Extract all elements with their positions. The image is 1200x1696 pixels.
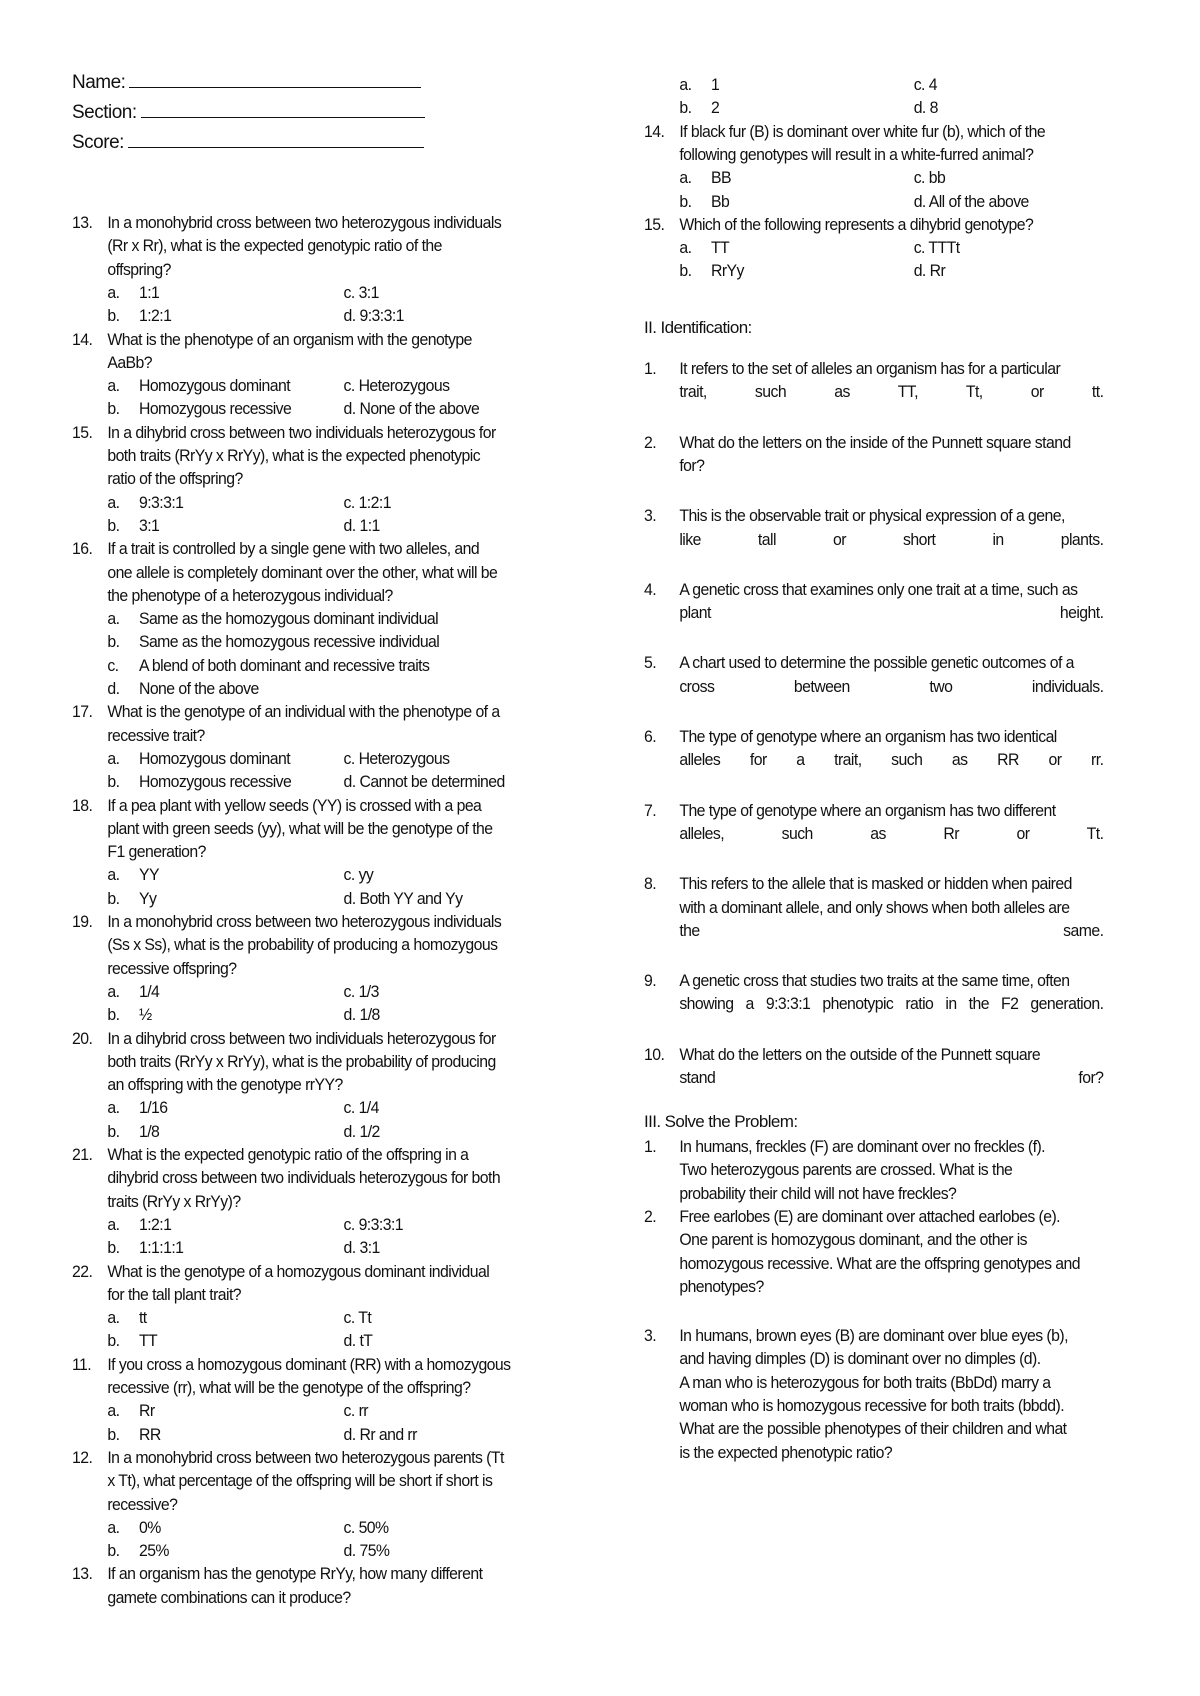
option-text: Homozygous recessive: [138, 772, 292, 792]
problem-text: phenotypes?: [679, 1276, 764, 1296]
item-number: 9.: [644, 971, 657, 991]
problems-title: III. Solve the Problem:: [644, 1112, 798, 1131]
question-number: 14.: [72, 329, 93, 349]
question-text: both traits (RrYy x RrYy), what is the probability of producing: [107, 1051, 496, 1071]
question-text: AaBb?: [107, 352, 153, 372]
option-right: c. 9:3:3:1: [343, 1214, 404, 1234]
option-text: TT: [710, 238, 730, 258]
option-right: d. 9:3:3:1: [343, 306, 404, 326]
question-number: 17.: [72, 702, 93, 722]
option-letter: a.: [107, 1098, 120, 1118]
item-text: stand for?: [679, 1068, 1104, 1087]
score-blank[interactable]: [128, 133, 424, 148]
score-label: Score:: [72, 132, 124, 153]
question-text: If black fur (B) is dominant over white fur (b), which of the: [679, 121, 1046, 141]
item-text: for?: [679, 455, 705, 475]
name-blank[interactable]: [129, 73, 421, 88]
item-text: The type of genotype where an organism has two identical: [679, 727, 1057, 746]
option-letter: b.: [107, 399, 120, 419]
item-number: 1.: [644, 359, 657, 378]
option-letter: a.: [107, 981, 120, 1001]
option-right: c. 1/4: [343, 1098, 379, 1118]
question-text: ratio of the offspring?: [107, 469, 243, 489]
question-text: In a dihybrid cross between two individuals heterozygous for: [107, 422, 496, 442]
option-letter: a.: [679, 238, 692, 258]
option-right: d. tT: [343, 1331, 373, 1351]
option-letter: c.: [107, 655, 119, 675]
question-text: (Rr x Rr), what is the expected genotypic ratio of the: [107, 236, 442, 256]
option-text: 1/16: [138, 1098, 168, 1118]
option-text: BB: [710, 168, 731, 188]
option-letter: a.: [107, 865, 120, 885]
option-letter: b.: [107, 632, 120, 652]
option-text: 1: [710, 75, 720, 94]
problem-number: 3.: [644, 1326, 657, 1346]
option-letter: b.: [679, 261, 692, 281]
item-number: 4.: [644, 579, 657, 599]
question-text: What is the expected genotypic ratio of the offspring in a: [107, 1145, 469, 1164]
question-text: If a trait is controlled by a single gene with two alleles, and: [107, 539, 480, 559]
problem-number: 2.: [644, 1206, 657, 1226]
option-letter: a.: [679, 168, 692, 188]
question-number: 22.: [72, 1261, 93, 1281]
option-right: d. 8: [913, 98, 938, 118]
option-letter: b.: [107, 515, 120, 535]
item-text: cross between two individuals.: [679, 676, 1104, 696]
section-blank[interactable]: [141, 103, 425, 118]
problem-text: Free earlobes (E) are dominant over attached earlobes (e).: [679, 1206, 1061, 1226]
question-number: 15.: [644, 214, 665, 234]
item-text: alleles for a trait, such as RR or rr.: [679, 750, 1104, 770]
question-text: In a dihybrid cross between two individuals heterozygous for: [107, 1028, 496, 1048]
question-text: What is the genotype of an individual with the phenotype of a: [107, 702, 500, 722]
section-field[interactable]: [72, 102, 425, 124]
problem-text: A man who is heterozygous for both traits (BbDd) marry a: [679, 1372, 1051, 1392]
question-text: What is the phenotype of an organism with the genotype: [107, 329, 472, 349]
option-text: None of the above: [138, 679, 259, 698]
score-field[interactable]: [72, 132, 424, 154]
question-text: If an organism has the genotype RrYy, how many different: [107, 1564, 483, 1584]
option-right: c. bb: [913, 168, 946, 188]
option-letter: b.: [107, 1331, 120, 1351]
item-text: This is the observable trait or physical expression of a gene,: [679, 506, 1065, 526]
option-right: c. TTTt: [913, 238, 960, 258]
name-field[interactable]: [72, 72, 421, 94]
option-text: Homozygous recessive: [138, 399, 292, 419]
option-letter: a.: [107, 1517, 120, 1537]
name-label: Name:: [72, 72, 126, 93]
question-text: recessive?: [107, 1494, 178, 1514]
question-text: for the tall plant trait?: [107, 1284, 242, 1304]
question-text: In a monohybrid cross between two heterozygous parents (Tt: [107, 1447, 504, 1467]
item-number: 7.: [644, 800, 657, 820]
problem-text: One parent is homozygous dominant, and the other is: [679, 1230, 1028, 1250]
option-text: 1/8: [138, 1121, 160, 1141]
item-number: 10.: [644, 1044, 665, 1064]
option-letter: b.: [107, 306, 120, 326]
option-text: RrYy: [710, 261, 744, 281]
question-text: If a pea plant with yellow seeds (YY) is crossed with a pea: [107, 795, 482, 815]
question-number: 20.: [72, 1028, 93, 1048]
question-text: F1 generation?: [107, 842, 206, 862]
question-number: 18.: [72, 795, 93, 815]
option-text: 25%: [138, 1541, 169, 1561]
question-number: 11.: [72, 1354, 92, 1374]
question-number: 13.: [72, 1564, 93, 1584]
item-text: with a dominant allele, and only shows when both alleles are: [679, 897, 1070, 917]
item-text: plant height.: [679, 603, 1104, 623]
option-letter: a.: [107, 282, 120, 302]
item-number: 6.: [644, 727, 657, 746]
item-text: What do the letters on the outside of the Punnett square: [679, 1044, 1041, 1064]
option-right: c. 3:1: [343, 282, 379, 302]
option-letter: b.: [107, 1424, 120, 1444]
item-number: 8.: [644, 874, 657, 894]
problem-text: woman who is homozygous recessive for both traits (bbdd).: [679, 1396, 1065, 1415]
option-text: Yy: [138, 888, 157, 908]
problem-text: In humans, brown eyes (B) are dominant over blue eyes (b),: [679, 1326, 1068, 1346]
option-right: c. Heterozygous: [343, 748, 450, 768]
option-right: c. Heterozygous: [343, 376, 450, 396]
option-text: TT: [138, 1331, 158, 1351]
question-text: If you cross a homozygous dominant (RR) with a homozygous: [107, 1354, 511, 1374]
option-text: 9:3:3:1: [138, 492, 184, 512]
option-right: d. Cannot be determined: [343, 772, 505, 792]
problem-text: and having dimples (D) is dominant over no dimples (d).: [679, 1349, 1041, 1369]
option-text: Same as the homozygous recessive individual: [138, 632, 440, 652]
option-right: c. 1/3: [343, 981, 379, 1001]
question-number: 12.: [72, 1447, 93, 1467]
option-text: A blend of both dominant and recessive traits: [138, 655, 430, 675]
option-text: 1:1:1:1: [138, 1238, 184, 1258]
question-text: recessive (rr), what will be the genotype of the offspring?: [107, 1378, 471, 1397]
question-text: What is the genotype of a homozygous dominant individual: [107, 1261, 490, 1281]
question-text: an offspring with the genotype rrYY?: [107, 1075, 343, 1095]
question-number: 13.: [72, 213, 93, 232]
item-number: 3.: [644, 506, 657, 526]
option-text: Homozygous dominant: [138, 376, 291, 396]
option-right: c. Tt: [343, 1308, 372, 1328]
option-right: d. 1/2: [343, 1121, 380, 1141]
option-letter: a.: [107, 376, 120, 396]
option-letter: d.: [107, 679, 120, 698]
question-number: 14.: [644, 121, 665, 141]
question-text: plant with green seeds (yy), what will be the genotype of the: [107, 818, 493, 838]
item-text: like tall or short in plants.: [679, 529, 1104, 549]
option-text: Rr: [138, 1401, 155, 1421]
question-text: Which of the following represents a dihybrid genotype?: [679, 214, 1034, 234]
item-number: 5.: [644, 653, 657, 673]
question-text: recessive trait?: [107, 725, 205, 745]
option-text: tt: [138, 1308, 147, 1328]
option-right: d. 3:1: [343, 1238, 380, 1258]
problem-number: 1.: [644, 1137, 657, 1156]
item-text: the same.: [679, 920, 1104, 940]
option-text: ½: [138, 1005, 152, 1025]
item-text: showing a 9:3:3:1 phenotypic ratio in the F2 generation.: [679, 994, 1104, 1014]
question-number: 21.: [72, 1145, 93, 1164]
option-letter: a.: [107, 1401, 120, 1421]
question-text: traits (RrYy x RrYy)?: [107, 1191, 241, 1211]
question-text: In a monohybrid cross between two heterozygous individuals: [107, 912, 502, 931]
question-number: 19.: [72, 912, 93, 931]
option-letter: b.: [107, 888, 120, 908]
question-text: recessive offspring?: [107, 958, 237, 978]
item-text: A genetic cross that examines only one trait at a time, such as: [679, 579, 1078, 599]
item-text: The type of genotype where an organism has two different: [679, 800, 1056, 820]
item-text: It refers to the set of alleles an organism has for a particular: [679, 359, 1061, 378]
option-letter: b.: [679, 98, 692, 118]
option-text: YY: [138, 865, 159, 885]
option-right: d. 1:1: [343, 515, 380, 535]
problem-text: probability their child will not have freckles?: [679, 1183, 957, 1203]
option-letter: b.: [107, 1121, 120, 1141]
option-text: 2: [710, 98, 720, 118]
question-number: 16.: [72, 539, 93, 559]
option-right: c. 50%: [343, 1517, 389, 1537]
option-letter: b.: [107, 1005, 120, 1025]
question-text: one allele is completely dominant over the other, what will be: [107, 562, 498, 582]
question-text: following genotypes will result in a white-furred animal?: [679, 144, 1034, 164]
question-text: (Ss x Ss), what is the probability of producing a homozygous: [107, 935, 498, 955]
option-text: 1:2:1: [138, 1214, 172, 1234]
question-text: offspring?: [107, 259, 171, 279]
option-right: d. Rr and rr: [343, 1424, 417, 1444]
option-right: d. 1/8: [343, 1005, 380, 1025]
option-right: c. rr: [343, 1401, 369, 1421]
option-letter: a.: [107, 609, 120, 629]
option-letter: b.: [107, 1541, 120, 1561]
option-right: d. 75%: [343, 1541, 390, 1561]
option-text: 0%: [138, 1517, 161, 1537]
problem-text: is the expected phenotypic ratio?: [679, 1442, 893, 1462]
option-text: Homozygous dominant: [138, 748, 291, 768]
option-text: Bb: [710, 191, 730, 211]
option-right: c. 1:2:1: [343, 492, 391, 512]
item-text: What do the letters on the inside of the Punnett square stand: [679, 432, 1071, 452]
identification-title: II. Identification:: [644, 318, 752, 337]
option-letter: a.: [107, 492, 120, 512]
problem-text: In humans, freckles (F) are dominant over no freckles (f).: [679, 1137, 1046, 1156]
item-text: trait, such as TT, Tt, or tt.: [679, 382, 1104, 402]
question-text: dihybrid cross between two individuals heterozygous for both: [107, 1168, 501, 1188]
option-letter: a.: [679, 75, 692, 94]
option-right: d. All of the above: [913, 191, 1029, 211]
item-number: 2.: [644, 432, 657, 452]
option-text: 1:1: [138, 282, 160, 302]
option-text: 1:2:1: [138, 306, 172, 326]
option-right: d. Both YY and Yy: [343, 888, 463, 908]
item-text: alleles, such as Rr or Tt.: [679, 823, 1104, 843]
question-text: In a monohybrid cross between two heterozygous individuals: [107, 213, 502, 232]
question-number: 15.: [72, 422, 93, 442]
option-letter: a.: [107, 1308, 120, 1328]
option-letter: b.: [107, 772, 120, 792]
option-letter: b.: [107, 1238, 120, 1258]
option-letter: b.: [679, 191, 692, 211]
section-label: Section:: [72, 102, 137, 123]
option-right: d. Rr: [913, 261, 946, 281]
option-text: 3:1: [138, 515, 160, 535]
item-text: This refers to the allele that is masked or hidden when paired: [679, 874, 1072, 894]
problem-text: Two heterozygous parents are crossed. What is the: [679, 1160, 1013, 1180]
option-right: d. None of the above: [343, 399, 480, 419]
option-text: 1/4: [138, 981, 160, 1001]
option-right: c. 4: [913, 75, 937, 94]
option-text: RR: [138, 1424, 161, 1444]
question-text: the phenotype of a heterozygous individual?: [107, 585, 393, 605]
question-text: both traits (RrYy x RrYy), what is the expected phenotypic: [107, 446, 481, 465]
item-text: A genetic cross that studies two traits at the same time, often: [679, 971, 1070, 991]
option-letter: a.: [107, 1214, 120, 1234]
item-text: A chart used to determine the possible genetic outcomes of a: [679, 653, 1074, 673]
option-right: c. yy: [343, 865, 374, 885]
question-text: x Tt), what percentage of the offspring will be short if short is: [107, 1471, 493, 1491]
option-text: Same as the homozygous dominant individual: [138, 609, 439, 629]
question-text: gamete combinations can it produce?: [107, 1587, 351, 1607]
problem-text: What are the possible phenotypes of their children and what: [679, 1419, 1067, 1439]
option-letter: a.: [107, 748, 120, 768]
problem-text: homozygous recessive. What are the offspring genotypes and: [679, 1253, 1080, 1273]
